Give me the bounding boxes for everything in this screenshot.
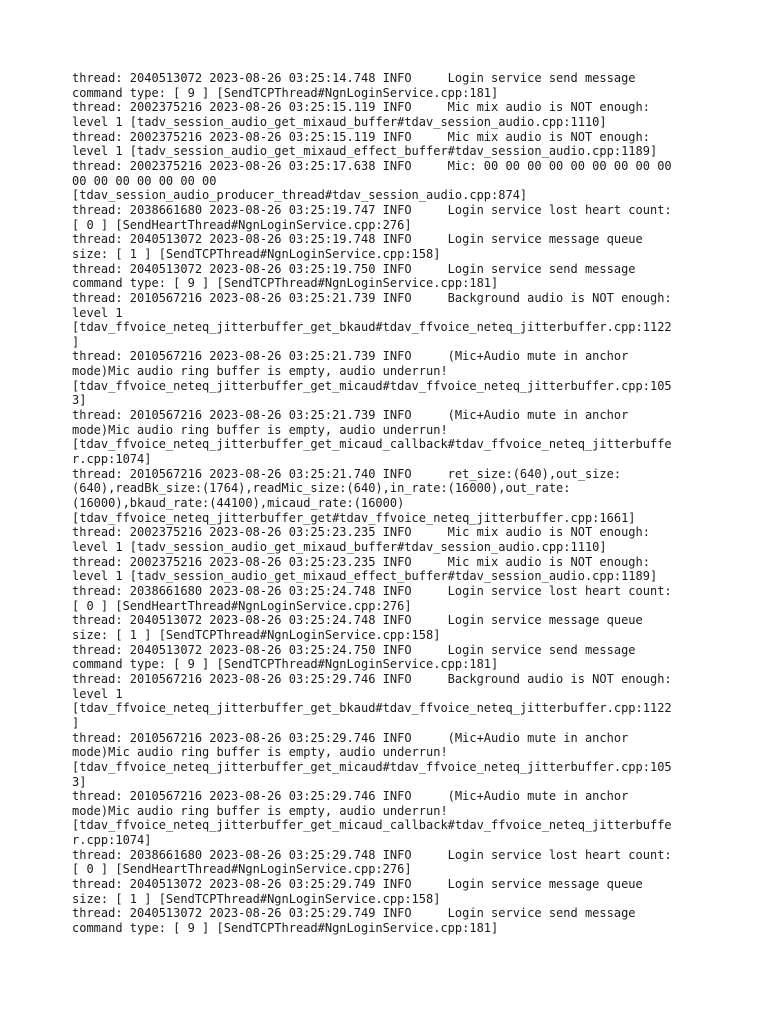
log-line: thread: 2040513072 2023-08-26 03:25:29.749 INFO Login service send message xyxy=(72,906,636,921)
log-line: thread: 2038661680 2023-08-26 03:25:19.747 INFO Login service lost heart count: xyxy=(72,202,672,217)
log-line: [tdav_session_audio_producer_thread#tdav_session_audio.cpp:874] xyxy=(72,188,528,203)
log-line: r.cpp:1074] xyxy=(72,833,152,848)
log-line: 3] xyxy=(72,774,87,789)
log-line: level 1 xyxy=(72,686,123,701)
log-line: thread: 2040513072 2023-08-26 03:25:19.750 INFO Login service send message xyxy=(72,261,636,276)
log-line: thread: 2038661680 2023-08-26 03:25:24.748 INFO Login service lost heart count: xyxy=(72,583,672,598)
log-line: mode)Mic audio ring buffer is empty, audio underrun! xyxy=(72,364,448,379)
log-line: (16000),bkaud_rate:(44100),micaud_rate:(16000) xyxy=(72,496,405,511)
log-line: command type: [ 9 ] [SendTCPThread#NgnLoginService.cpp:181] xyxy=(72,276,499,291)
log-line: thread: 2040513072 2023-08-26 03:25:24.748 INFO Login service message queue xyxy=(72,613,643,628)
log-line: [tdav_ffvoice_neteq_jitterbuffer_get#tdav_ffvoice_neteq_jitterbuffer.cpp:1661] xyxy=(72,510,636,525)
log-line: thread: 2010567216 2023-08-26 03:25:21.739 INFO (Mic+Audio mute in anchor xyxy=(72,408,629,423)
log-line: [ 0 ] [SendHeartThread#NgnLoginService.cpp:276] xyxy=(72,598,412,613)
log-line: command type: [ 9 ] [SendTCPThread#NgnLoginService.cpp:181] xyxy=(72,921,499,936)
log-line: 3] xyxy=(72,393,87,408)
log-line: thread: 2002375216 2023-08-26 03:25:23.235 INFO Mic mix audio is NOT enough: xyxy=(72,554,650,569)
log-line: 00 00 00 00 00 00 00 xyxy=(72,173,217,188)
log-line: thread: 2010567216 2023-08-26 03:25:29.746 INFO (Mic+Audio mute in anchor xyxy=(72,789,629,804)
log-line: mode)Mic audio ring buffer is empty, audio underrun! xyxy=(72,803,448,818)
log-line: thread: 2002375216 2023-08-26 03:25:15.119 INFO Mic mix audio is NOT enough: xyxy=(72,129,650,144)
log-line: [ 0 ] [SendHeartThread#NgnLoginService.cpp:276] xyxy=(72,862,412,877)
log-line: thread: 2010567216 2023-08-26 03:25:21.739 INFO Background audio is NOT enough: xyxy=(72,290,672,305)
log-line: thread: 2010567216 2023-08-26 03:25:29.746 INFO (Mic+Audio mute in anchor xyxy=(72,730,629,745)
log-line: [tdav_ffvoice_neteq_jitterbuffer_get_micaud_callback#tdav_ffvoice_neteq_jitterbuffe xyxy=(72,437,672,452)
log-line: [tdav_ffvoice_neteq_jitterbuffer_get_bkaud#tdav_ffvoice_neteq_jitterbuffer.cpp:1122 xyxy=(72,701,672,716)
log-line: level 1 [tadv_session_audio_get_mixaud_buffer#tdav_session_audio.cpp:1110] xyxy=(72,114,607,129)
log-line: (640),readBk_size:(1764),readMic_size:(640),in_rate:(16000),out_rate: xyxy=(72,481,571,496)
log-line: thread: 2010567216 2023-08-26 03:25:21.740 INFO ret_size:(640),out_size: xyxy=(72,466,622,481)
log-line: size: [ 1 ] [SendTCPThread#NgnLoginService.cpp:158] xyxy=(72,627,441,642)
log-text-block xyxy=(72,71,698,936)
log-line: level 1 [tadv_session_audio_get_mixaud_effect_buffer#tdav_session_audio.cpp:1189] xyxy=(72,144,658,159)
log-line: thread: 2002375216 2023-08-26 03:25:15.119 INFO Mic mix audio is NOT enough: xyxy=(72,100,650,115)
log-line: ] xyxy=(72,715,80,730)
log-line: [tdav_ffvoice_neteq_jitterbuffer_get_micaud#tdav_ffvoice_neteq_jitterbuffer.cpp:105 xyxy=(72,759,672,774)
log-line: mode)Mic audio ring buffer is empty, audio underrun! xyxy=(72,422,448,437)
log-line: mode)Mic audio ring buffer is empty, audio underrun! xyxy=(72,745,448,760)
log-line: size: [ 1 ] [SendTCPThread#NgnLoginService.cpp:158] xyxy=(72,246,441,261)
log-line: level 1 xyxy=(72,305,123,320)
log-line: size: [ 1 ] [SendTCPThread#NgnLoginService.cpp:158] xyxy=(72,891,441,906)
log-line: command type: [ 9 ] [SendTCPThread#NgnLoginService.cpp:181] xyxy=(72,657,499,672)
log-line: ] xyxy=(72,334,80,349)
log-line: thread: 2040513072 2023-08-26 03:25:19.748 INFO Login service message queue xyxy=(72,232,643,247)
log-line: [tdav_ffvoice_neteq_jitterbuffer_get_micaud#tdav_ffvoice_neteq_jitterbuffer.cpp:105 xyxy=(72,378,672,393)
log-line: level 1 [tadv_session_audio_get_mixaud_buffer#tdav_session_audio.cpp:1110] xyxy=(72,540,607,554)
log-line: thread: 2002375216 2023-08-26 03:25:23.235 INFO Mic mix audio is NOT enough: xyxy=(72,525,650,540)
log-line: thread: 2010567216 2023-08-26 03:25:29.746 INFO Background audio is NOT enough: xyxy=(72,671,672,686)
log-line: [ 0 ] [SendHeartThread#NgnLoginService.cpp:276] xyxy=(72,217,412,232)
log-line: thread: 2040513072 2023-08-26 03:25:29.749 INFO Login service message queue xyxy=(72,877,643,892)
log-line: [tdav_ffvoice_neteq_jitterbuffer_get_bkaud#tdav_ffvoice_neteq_jitterbuffer.cpp:1122 xyxy=(72,320,672,335)
log-line: [tdav_ffvoice_neteq_jitterbuffer_get_micaud_callback#tdav_ffvoice_neteq_jitterbuffe xyxy=(72,818,672,833)
log-line: thread: 2040513072 2023-08-26 03:25:24.750 INFO Login service send message xyxy=(72,642,636,657)
log-line: thread: 2010567216 2023-08-26 03:25:21.739 INFO (Mic+Audio mute in anchor xyxy=(72,349,629,364)
log-line: thread: 2002375216 2023-08-26 03:25:17.638 INFO Mic: 00 00 00 00 00 00 00 00 00 xyxy=(72,158,672,173)
log-line: thread: 2040513072 2023-08-26 03:25:14.748 INFO Login service send message xyxy=(72,71,636,85)
log-line: thread: 2038661680 2023-08-26 03:25:29.748 INFO Login service lost heart count: xyxy=(72,847,672,862)
log-line: r.cpp:1074] xyxy=(72,452,152,467)
log-line: command type: [ 9 ] [SendTCPThread#NgnLoginService.cpp:181] xyxy=(72,85,499,100)
log-line: level 1 [tadv_session_audio_get_mixaud_effect_buffer#tdav_session_audio.cpp:1189] xyxy=(72,569,658,584)
